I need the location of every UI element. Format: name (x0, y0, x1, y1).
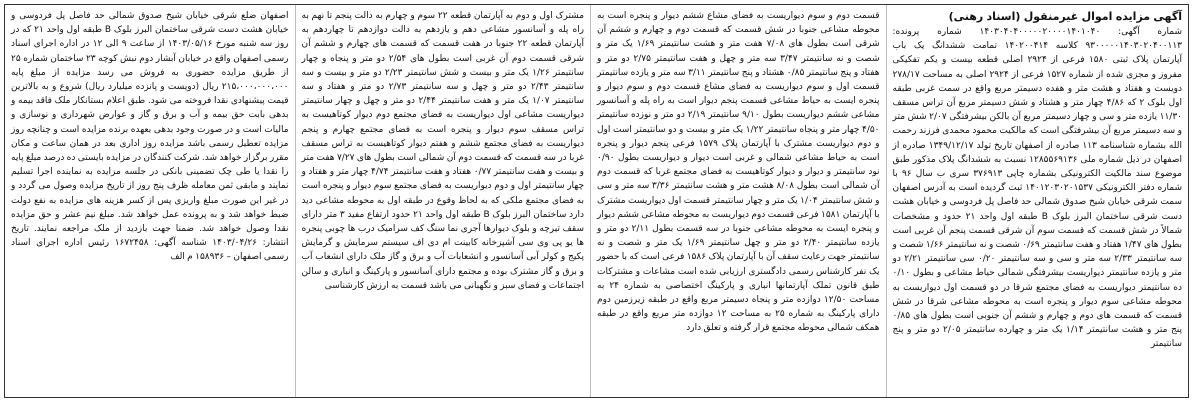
notice-body-text: اصفهان ضلع شرقی خیابان شیخ صدوق شمالی حد فاصل پل فردوسی و خیابان هشت دست شرقی ساختمان البرز بلوک B طبقه اول واحد ۲۱ که در روز سه شنبه مورخ ۱۴۰۳/۰۵/۱۶ از ساعت ۹ الی ۱۲ در اداره اجرای اسناد رسمی اصفهان واقع در خیابان آبشار دوم نبش کوچه ۲۳ ساختمان شماره ۲۵ از طریق مزایده حضوری به فروش می رسد مزایده از مبلغ پایه ۲۱۵،۰۰۰،۰۰۰،۰۰۰ ریال (دویست و پانزده میلیارد ریال) شروع و به بالاترین قیمت پیشنهادی نقدا فروخته می شود. طبق اعلام بستانکار ملک فاقد بیمه و بدهی بابت حق بیمه و آب و برق و گاز و عوارض شهرداری و نوسازی و مالیات است و در صورت وجود بدهی بعهده برنده مزایده است و چنانچه روز مزایده تعطیل رسمی باشد مزایده روز اداری بعد در همان ساعت و مکان مقرر برگزار خواهد شد. شرکت کنندگان در مزایده بایستی ده درصد مبلغ پایه را نقدا یا طی چک تضمینی بانکی در جلسه مزایده به نماینده اجرا تسلیم نمایند و مابقی ثمن معامله ظرف پنج روز از تاریخ مزایده وصول می گردد و در غیر این صورت مبلغ واریزی پس از کسر هزینه های مزایده به نفع دولت ضبط خواهد شد و به پرونده عمل خواهد شد. مبلغ نیم عشر و حق مزایده نقدا وصول خواهد شد. ضمنا جهت بازدید از ملک مراجعه نمایند. تاریخ انتشار: ۱۴۰۳/۰۴/۲۶ شناسه آگهی: ۱۶۷۲۴۵۸ رئیس اداره اجرای اسناد رسمی اصفهان – ۱۵۸۹۳۶ م الف (11, 11, 289, 263)
notice-column-1 (887, 5, 1188, 397)
notice-body-text: قسمت دوم و سوم دیواریست به فضای مشاع ششم دیوار و پنجره است به محوطه مشاعی جنوبا در شش قسمت که قسمت دوم و چهارم و ششم آن شرقی است بطول های ۷/۰۸ هفت متر و هشت سانتیمتر ۱/۶۹ یک متر و شصت و نه سانتیمتر ۳/۴۷ سه متر و چهل و هفت سانتیمتر ۲/۷۵ دو متر و هفتاد و پنج سانتیمتر ۰/۸۵ هشتاد و پنج سانتیمتر ۳/۱۱ سه متر و یازده سانتیمتر قسمت اول و سوم دیواریست به فضای مشاع قسمت دوم و سوم دیوار و پنجره ایست به حیاط مشاعی قسمت پنجم دیوار است به راه پله و آسانسور مشاعی ششم دیواریست بطول ۹/۱۰ سانتیمتر ۲/۱۹ دو متر و نوزده سانتیمتر ۴/۵۰ چهار متر و پنجاه سانتیمتر ۱/۲۲ یک متر و بیست و دو سانتیمتر است اول و دوم دیواریست مشترک با آپارتمان پلاک ۱۵۷۹ فرعی پنجم دیوار و پنجره است به حیاط مشاعی شمالی و غربی است دیوار و دیواریست بطول ۰/۹۰ نود سانتیمتر و دیوار و دیوار کوتاهیست به فضای مجتمع غربا که قسمت دوم آن شمالی است بطول ۸/۰۸ هشت متر و هشت سانتیمتر ۳/۳۶ سه متر و سی و شش سانتیمتر ۱/۰۴ یک متر و چهار سانتیمتر قسمت اول دیواریست مشترک با آپارتمان ۱۵۸۱ فرعی قسمت دوم دیواریست به محوطه مشاعی ششم دیوار و پنجره ایست به محوطه مشاعی جنوبا در سه قسمت بطول ۲/۱۱ دو متر و یازده سانتیمتر ۲/۴۰ دو متر و چهل سانتیمتر ۱/۶۹ یک متر و شصت و نه سانتیمتر جهت رعایت سقف آن با آپارتمان پلاک ۱۵۸۶ فرعی است که با حضور یک نفر کارشناس رسمی دادگستری ارزیابی شده است مشاعات و مشترکات طبق قانون تملک آپارتمانها انباری و پارکینگ اختصاصی به شماره ۲۴ به مساحت ۱۲/۵۰ دوازده متر و پنجاه دسیمتر مربع واقع در طبقه زیرزمین دوم دارای پارکینگ به شماره ۲۵ به مساحت ۱۲ دوازده متر مربع واقع در طبقه همکف شمالی محوطه مجتمع قرار گرفته و تعلق دارد (597, 11, 880, 334)
notice-column-2 (591, 5, 887, 397)
notice-body-text: شماره آگهی: ۱۴۰۳۰۴۰۴۰۰۰۰۰۲۰۰۰۰۱۴۰۱۰۴۰ شماره پرونده: ۹۳۰۰۰۰۰۱۴۰۳۰۲۰۴۰۰۱۱۳ کلاسه ۱۴۰۲۰۰۴۱۴ تمامت ششدانگ یک باب آپارتمان پلاک ثبتی ۱۵۸۰ فرعی از ۲۹۲۴ اصلی قطعه بیست و یکم تفکیکی مفروز و مجزی شده از شماره ۱۵۲۷ فرعی از ۲۹۲۴ اصلی به مساحت ۲۷۸/۱۷ دویست و هفتاد و هشت متر و هفده دسیمتر مربع واقع در سمت غربی طبقه اول بلوک ۲ که ۴/۸۶ چهار متر و هشتاد و شش دسیمتر مربع آن تراس مسقف ۱۱/۳۰ یازده متر و سی و چهار دسیمتر مربع آن بالکن بیشرفتگی ۲/۰۷ شش متر و سه دسیمتر مربع آن بیشرفتگی است که مالکیت محمود محمدی فرزند رحمت الله بشماره شناسنامه ۱۱۳ صادره از اصفهان تاریخ تولد ۱۳۴۹/۱۲/۱۷ صادره از اصفهان در ذیل شماره ملی ۱۲۸۵۵۶۹۱۳۶ نسبت به ششدانگ پلاک مذکور طبق موضوع سند مالکیت الکترونیکی بشماره چاپی ۳۷۶۹۱۳ سری ب سال ۹۶ با شماره دفتر الکترونیکی ۱۴۰۱۲۰۳۰۲۰۱۵۳۷ ثبت گردیده است به آدرس اصفهان سمت شرقی خیابان شیخ صدوق شمالی حد فاصل پل فردوسی و خیابان هشت دست شرقی ساختمان البرز بلوک B طبقه اول واحد ۲۱ حدود و مشخصات شمالاً در شش قسمت که قسمت سوم آن شرقی قسمت پنجم آن غربی است بطول های ۱/۴۷ هفتاد و هفت سانتیمتر ۰/۶۹ شصت و نه سانتیمتر ۱/۶۶ شصت و سه سانتیمتر ۲/۳۳ سه متر و سی و سه سانتیمتر ۰/۲۰ سی سانتیمتر ۲/۲۱ دو متر و یازده سانتیمتر دیواریست بیشرفتگی شمالی حیاط مشاعی و بطول ۰/۱۰ ده سانتیمتر دیواریست به فضای مجتمع شرقا در دو قسمت اول دیواریست به محوطه مشاعی سوم دیوار و پنجره است به محوطه مشاعی شرقا در شش قسمت که قسمت های دوم و چهارم و ششم آن جنوبی است بطول های ۰/۸۵ پنج متر و هشت سانتیمتر ۱/۱۴ یک متر و چهارده سانتیمتر ۲/۰۵ دو متر و پنج سانتیمتر (892, 27, 1183, 350)
notice-title: آگهی مزایده اموال غیرمنقول (اسناد رهنی) (948, 10, 1182, 23)
notice-body-text: مشترک اول و دوم به آپارتمان قطعه ۲۲ سوم و چهارم به دالت پنجم تا نهم به راه پله و آسانسور مشاعی دهم و یازدهم به دالت دوازدهم تا چهاردهم به آپارتمان قطعه ۲۲ جنوبا در هفت قسمت که قسمت های چهارم و ششم آن شرقی قسمت دوم آن غربی است بطول های ۲/۵۴ دو متر و پنجاه و چهار سانتیمتر ۱/۲۶ یک متر و بیست و شش سانتیمتر ۲/۲۳ دو متر و بیست و سه سانتیمتر ۲/۴۳ دو متر و چهل و سه سانتیمتر ۲/۷۳ دو متر و هفتاد و سه سانتیمتر ۱/۰۷ یک متر و هفت سانتیمتر ۲/۴۴ دو متر و چهل و چهار سانتیمتر دیواریست مشاعی اول دیواریست به فضای مجتمع دوم دیوار کوتاهیست به تراس مسقف سوم دیوار و پنجره است به فضای مجتمع چهارم و پنجم دیواریست به فضای مجتمع ششم و هفتم دیوار کوتاهیست به تراس مسقف غربا در سه قسمت که قسمت دوم آن شمالی است بطول های ۷/۲۷ هفت متر و بیست و هفت سانتیمتر ۰/۷۷ هفتاد و هفت سانتیمتر ۴/۷۴ چهار متر و هفتاد و چهار سانتیمتر اول و دوم دیواریست به فضای مجتمع سوم دیوار و پنجره است به فضای مجتمع ملکی که به لحاظ وقوع در طبقه اول به محوطه مشاعی دید دارد ساختمان البرز بلوک B طبقه اول واحد ۲۱ حدود ارتفاع مفید ۳ متر دارای سقف تیرچه و بلوک دیوارها آجری نما سنگ کف سرامیک درب ها چوبی پنجره ها یو پی وی سی آشپزخانه کابینت ام دی اف سیستم سرمایش و گرمایش پکیج و کولر آبی آسانسور و انشعابات آب و برق و گاز ملک دارای انشعاب آب و برق و گاز مشترک بوده و مجتمع دارای آسانسور و پارکینگ و انباری و سالن اجتماعات و فضای سبز و نگهبانی می باشد قسمت به ارزش کارشناسی (301, 11, 585, 291)
auction-notice (4, 4, 1189, 398)
notice-column-3 (296, 5, 592, 397)
notice-column-4 (5, 5, 296, 397)
